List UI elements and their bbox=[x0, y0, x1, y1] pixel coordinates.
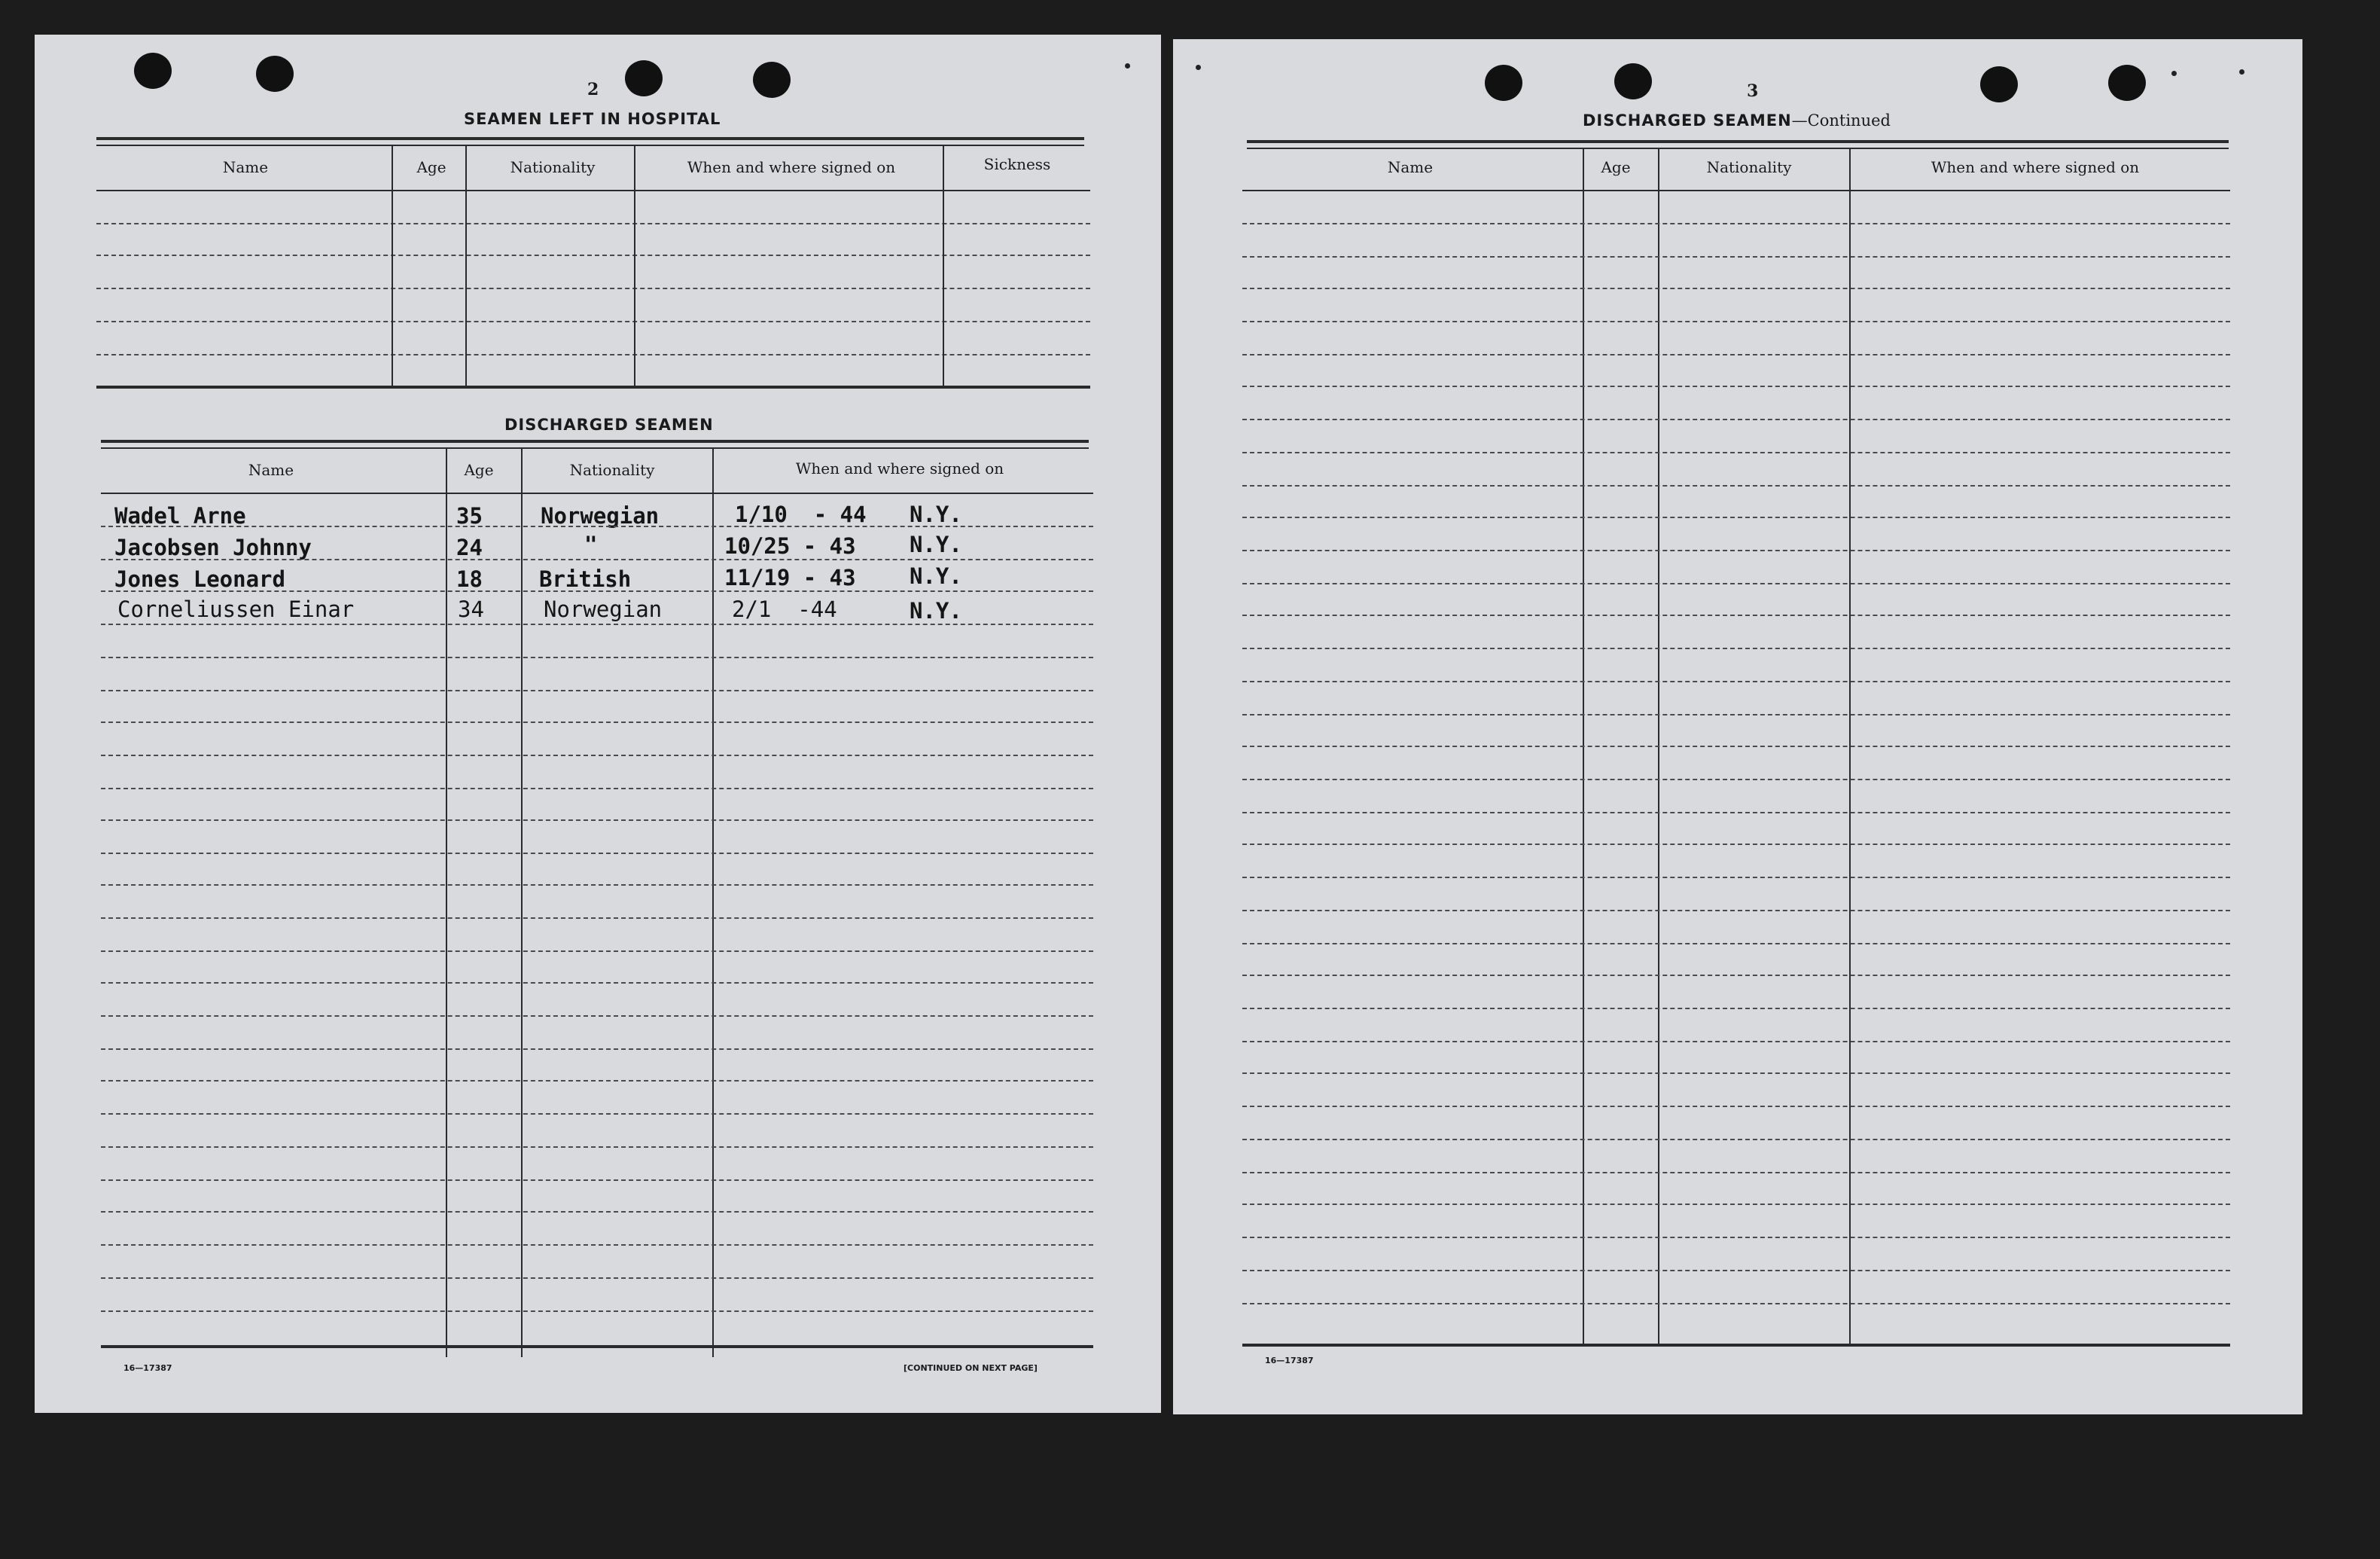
rule bbox=[1242, 190, 2230, 191]
dashed-line bbox=[101, 950, 1093, 952]
dashed-line bbox=[1242, 1237, 2230, 1238]
column-divider bbox=[446, 449, 447, 1357]
dashed-line bbox=[101, 1277, 1093, 1279]
dashed-line bbox=[1242, 681, 2230, 682]
dashed-line bbox=[101, 755, 1093, 756]
right-page bbox=[1173, 39, 2302, 1414]
dashed-line bbox=[1242, 1303, 2230, 1304]
dashed-line bbox=[101, 657, 1093, 658]
column-divider bbox=[521, 449, 523, 1357]
dashed-line bbox=[1242, 779, 2230, 780]
column-divider bbox=[392, 146, 393, 387]
dashed-line bbox=[1242, 877, 2230, 878]
dashed-line bbox=[1242, 550, 2230, 551]
dashed-line bbox=[101, 853, 1093, 854]
dashed-line bbox=[101, 1015, 1093, 1017]
discharged-section-title: DISCHARGED SEAMEN bbox=[504, 416, 714, 434]
left-page bbox=[35, 35, 1161, 1413]
dashed-line bbox=[1242, 1172, 2230, 1173]
dashed-line bbox=[1242, 419, 2230, 420]
dashed-line bbox=[101, 590, 1093, 592]
dashed-line bbox=[1242, 1139, 2230, 1140]
rule bbox=[96, 145, 1084, 146]
dashed-line bbox=[1242, 975, 2230, 976]
dashed-line bbox=[96, 223, 1090, 224]
column-divider bbox=[634, 146, 635, 387]
discharged-continued-title bbox=[1583, 111, 1891, 130]
punch-hole bbox=[134, 53, 172, 89]
column-divider bbox=[943, 146, 944, 387]
column-divider bbox=[1849, 149, 1851, 1347]
table-cell-name: Corneliussen Einar bbox=[117, 596, 355, 622]
table-cell-date: 11/19 - 43 bbox=[724, 565, 856, 590]
dashed-line bbox=[1242, 1072, 2230, 1074]
mark-dot bbox=[2239, 69, 2244, 75]
dashed-line bbox=[96, 354, 1090, 355]
dashed-line bbox=[101, 1048, 1093, 1050]
rule bbox=[96, 137, 1084, 140]
dashed-line bbox=[1242, 812, 2230, 813]
table-cell-age: 35 bbox=[456, 503, 483, 529]
dashed-line bbox=[1242, 1270, 2230, 1271]
page-number: 2 bbox=[587, 80, 599, 99]
table-cell-age: 34 bbox=[458, 596, 484, 622]
table-cell-place: N.Y. bbox=[910, 563, 962, 589]
header-age: Age bbox=[1601, 158, 1631, 176]
table-cell-place: N.Y. bbox=[910, 598, 962, 624]
dashed-line bbox=[1242, 223, 2230, 224]
dashed-line bbox=[101, 1146, 1093, 1148]
form-number: 16—17387 bbox=[1265, 1356, 1314, 1365]
dashed-line bbox=[96, 288, 1090, 289]
dashed-line bbox=[1242, 321, 2230, 322]
dashed-line bbox=[1242, 583, 2230, 584]
dashed-line bbox=[101, 982, 1093, 984]
discharged-header-age: Age bbox=[464, 461, 494, 479]
title-main: DISCHARGED SEAMEN bbox=[1583, 111, 1792, 130]
hospital-header-signed-on: When and where signed on bbox=[687, 158, 896, 176]
mark-dot bbox=[1196, 65, 1201, 70]
title-suffix: —Continued bbox=[1791, 111, 1891, 130]
dashed-line bbox=[1242, 1008, 2230, 1009]
punch-hole bbox=[753, 62, 791, 98]
dashed-line bbox=[1242, 910, 2230, 911]
table-cell-date: 1/10 - 44 bbox=[735, 502, 867, 527]
page-number: 3 bbox=[1747, 81, 1759, 101]
table-cell-date: 2/1 -44 bbox=[732, 596, 837, 622]
rule bbox=[96, 190, 1090, 191]
dashed-line bbox=[1242, 354, 2230, 355]
dashed-line bbox=[1242, 615, 2230, 616]
column-divider bbox=[1583, 149, 1584, 1347]
dashed-line bbox=[101, 917, 1093, 919]
table-cell-nationality: Norwegian bbox=[544, 596, 663, 622]
dashed-line bbox=[101, 559, 1093, 560]
header-name: Name bbox=[1387, 158, 1434, 176]
form-number: 16—17387 bbox=[123, 1363, 172, 1373]
table-cell-name: Jacobsen Johnny bbox=[114, 535, 312, 560]
dashed-line bbox=[101, 1310, 1093, 1312]
header-nationality: Nationality bbox=[1706, 158, 1792, 176]
discharged-header-name: Name bbox=[248, 461, 294, 479]
table-cell-name: Wadel Arne bbox=[114, 503, 246, 529]
dashed-line bbox=[1242, 386, 2230, 387]
table-cell-place: N.Y. bbox=[910, 502, 962, 527]
punch-hole bbox=[1980, 66, 2018, 102]
rule bbox=[1247, 140, 2229, 143]
rule bbox=[101, 493, 1093, 494]
dashed-line bbox=[101, 526, 1093, 527]
dashed-line bbox=[96, 321, 1090, 322]
dashed-line bbox=[1242, 648, 2230, 649]
dashed-line bbox=[101, 1080, 1093, 1082]
column-divider bbox=[465, 146, 467, 387]
continued-note: [CONTINUED ON NEXT PAGE] bbox=[904, 1363, 1038, 1373]
table-cell-nationality: Norwegian bbox=[541, 503, 660, 529]
dashed-line bbox=[101, 1211, 1093, 1213]
column-divider bbox=[712, 449, 714, 1357]
dashed-line bbox=[1242, 943, 2230, 944]
punch-hole bbox=[625, 60, 663, 96]
hospital-section-title: SEAMEN LEFT IN HOSPITAL bbox=[464, 110, 721, 128]
dashed-line bbox=[1242, 746, 2230, 747]
hospital-header-age: Age bbox=[416, 158, 446, 176]
dashed-line bbox=[101, 1113, 1093, 1115]
dashed-line bbox=[1242, 1041, 2230, 1042]
discharged-header-nationality: Nationality bbox=[569, 461, 655, 479]
dashed-line bbox=[1242, 1106, 2230, 1107]
dashed-line bbox=[1242, 452, 2230, 453]
rule bbox=[1242, 1344, 2230, 1347]
rule bbox=[101, 440, 1089, 443]
table-cell-place: N.Y. bbox=[910, 532, 962, 557]
table-cell-nationality: British bbox=[539, 566, 632, 592]
dashed-line bbox=[101, 884, 1093, 886]
rule bbox=[96, 386, 1090, 389]
dashed-line bbox=[101, 690, 1093, 691]
dashed-line bbox=[1242, 256, 2230, 258]
dashed-line bbox=[1242, 517, 2230, 518]
hospital-header-name: Name bbox=[222, 158, 269, 176]
table-cell-age: 18 bbox=[456, 566, 483, 592]
rule bbox=[101, 1345, 1093, 1348]
rule bbox=[101, 447, 1089, 449]
dashed-line bbox=[101, 722, 1093, 723]
punch-hole bbox=[1614, 63, 1652, 99]
dashed-line bbox=[1242, 1204, 2230, 1205]
dashed-line bbox=[101, 1244, 1093, 1246]
dashed-line bbox=[101, 819, 1093, 821]
dashed-line bbox=[101, 1179, 1093, 1181]
hospital-header-sickness: Sickness bbox=[983, 155, 1051, 173]
punch-hole bbox=[256, 56, 294, 92]
hospital-header-nationality: Nationality bbox=[510, 158, 596, 176]
dashed-line bbox=[1242, 288, 2230, 289]
dashed-line bbox=[101, 788, 1093, 789]
discharged-header-signed-on: When and where signed on bbox=[795, 459, 1004, 477]
dashed-line bbox=[96, 255, 1090, 256]
dashed-line bbox=[101, 624, 1093, 625]
mark-dot bbox=[1125, 63, 1130, 69]
header-signed-on: When and where signed on bbox=[1931, 158, 2140, 176]
punch-hole bbox=[2108, 65, 2146, 101]
table-cell-name: Jones Leonard bbox=[114, 566, 285, 592]
table-cell-nationality: " bbox=[584, 532, 598, 557]
table-cell-age: 24 bbox=[456, 535, 483, 560]
mark-dot bbox=[2171, 71, 2177, 76]
table-cell-date: 10/25 - 43 bbox=[724, 533, 856, 559]
dashed-line bbox=[1242, 485, 2230, 487]
dashed-line bbox=[1242, 714, 2230, 715]
dashed-line bbox=[1242, 844, 2230, 845]
punch-hole bbox=[1485, 65, 1522, 101]
rule bbox=[1247, 148, 2229, 149]
column-divider bbox=[1658, 149, 1659, 1347]
